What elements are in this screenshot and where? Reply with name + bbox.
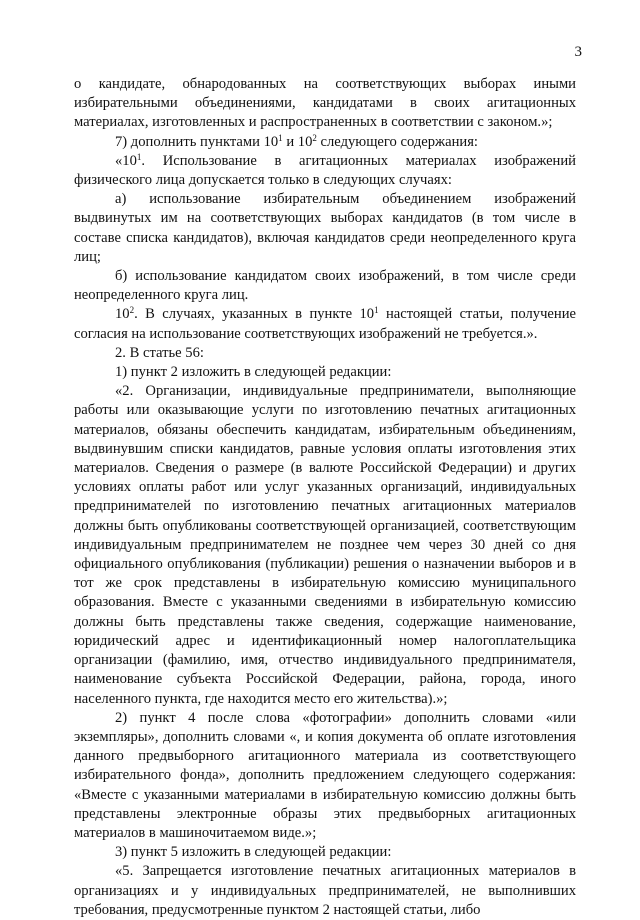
text-span: . Использование в агитационных материалах изображений физического лица допускается только в следующих случаях:: [74, 152, 576, 189]
paragraph-subpoint-b: б) использование кандидатом своих изображений, в том числе среди неопределенного круга лиц.: [74, 268, 576, 304]
paragraph-subpoint-a: а) использование избирательным объединением изображений выдвинутых им на соответствующих выборах кандидатов (в том числе в составе списка кандидатов), включая кандидатов среди неопределенного круга лиц;: [74, 191, 576, 265]
text-span: 10: [115, 306, 130, 323]
paragraph-continuation: о кандидате, обнародованных на соответствующих выборах иными избирательными объединениями, кандидатами в своих агитационных материалах, изготовленных и распространенных в соответствии с законом.»;: [74, 76, 576, 131]
paragraph-point-2-text: «2. Организации, индивидуальные предприниматели, выполняющие работы или оказывающие услуги по изготовлению печатных агитационных материалов, обязаны обеспечить кандидатам, избирательным объединениям, выдвинувшим списки кандидатов, равные условия оплаты изготовления этих материалов. Сведения о размере (в валюте Российской Федерации) и других условиях оплаты работ или услуг указанных организаций, индивидуальных предпринимателей по изготовлению печатных агитационных материалов должны быть опубликованы соответствующей организацией, соответствующим индивидуальным предпринимателем не позднее чем через 30 дней со дня официального опубликования (публикации) решения о назначении выборов и в тот же срок представлены в избирательную комиссию муниципального образования. Вместе с указанными сведениями в избирательную комиссию должны быть представлены также сведения, содержащие наименование, юридический адрес и идентификационный номер налогоплательщика организации (фамилию, имя, отчество индивидуального предпринимателя, наименование субъекта Российской Федерации, района, города, иного населенного пункта, где находится место его жительства).»;: [74, 383, 576, 707]
paragraph-point-10-1: [74, 152, 576, 190]
text-span: настоящей статьи, получение согласия на использование соответствующих изображений не требуется.».: [74, 306, 576, 342]
paragraph-point-10-2: [74, 305, 576, 343]
superscript: 2: [129, 305, 135, 316]
superscript: 1: [278, 132, 283, 143]
text-span: . В случаях, указанных в пункте 10: [134, 306, 375, 323]
paragraph-item-7: [74, 133, 576, 152]
paragraph-article-56: 2. В статье 56:: [115, 344, 204, 361]
paragraph-item-1: 1) пункт 2 изложить в следующей редакции:: [115, 364, 392, 381]
paragraph-point-5-text: «5. Запрещается изготовление печатных агитационных материалов в организациях и у индивидуальных предпринимателей, не выполнивших требования, предусмотренные пунктом 2 настоящей статьи, либо: [74, 863, 576, 918]
superscript: 2: [312, 132, 317, 143]
superscript: 1: [136, 151, 142, 162]
text-span: следующего содержания:: [316, 133, 478, 150]
text-span: «10: [115, 152, 137, 169]
page-number: 3: [574, 44, 582, 60]
text-span: и 10: [282, 133, 313, 150]
text-span: 7) дополнить пунктами 10: [115, 133, 279, 150]
paragraph-item-3: 3) пункт 5 изложить в следующей редакции:: [115, 844, 392, 861]
paragraph-item-2: 2) пункт 4 после слова «фотографии» дополнить словами «или экземпляры», дополнить словами «, и копия документа об оплате изготовления данного предвыборного агитационного материала из соответствующего избирательного фонда», дополнить предложением следующего содержания: «Вместе с указанными материалами в избирательную комиссию должны быть представлены электронные образы этих предвыборных агитационных материалов в машиночитаемом виде.»;: [74, 709, 576, 841]
superscript: 1: [374, 305, 379, 316]
document-body: [74, 75, 576, 920]
